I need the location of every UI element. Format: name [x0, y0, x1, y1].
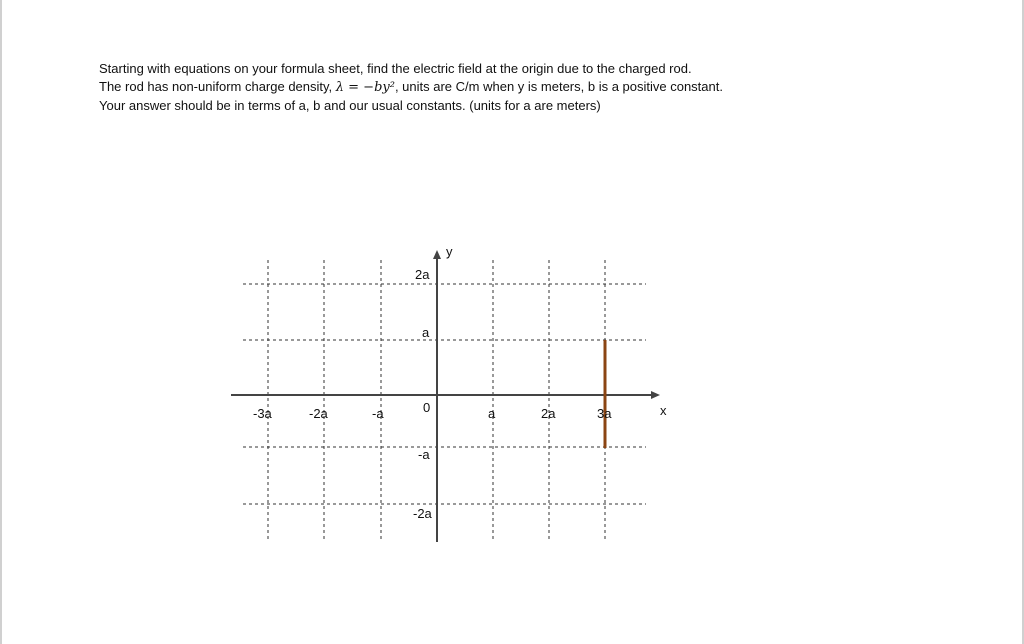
- x-axis-arrow: [651, 391, 660, 399]
- problem-line-2-start: The rod has non-uniform charge density,: [99, 79, 336, 94]
- x-tick-label: -2a: [309, 406, 328, 421]
- origin-label: 0: [423, 400, 431, 415]
- x-tick-label: -3a: [253, 406, 272, 421]
- x-axis-label: x: [660, 403, 667, 418]
- x-tick-label: -a: [372, 406, 384, 421]
- y-tick-label: 2a: [415, 267, 430, 282]
- y-axis-arrow: [433, 250, 441, 259]
- charge-density-expression: λ = −by²: [335, 80, 395, 95]
- grid-lines: [243, 260, 646, 540]
- y-tick-label: -2a: [413, 506, 432, 521]
- x-tick-label: a: [488, 406, 496, 421]
- problem-line-2-end: , units are C/m when y is meters, b is a positive constant.: [394, 79, 723, 94]
- x-tick-label: 2a: [541, 406, 556, 421]
- problem-line-3: Your answer should be in terms of a, b and our usual constants. (units for a are meters): [99, 98, 601, 113]
- y-tick-label: -a: [418, 447, 430, 462]
- problem-line-1: Starting with equations on your formula sheet, find the electric field at the origin due to the charged rod.: [99, 61, 692, 76]
- y-tick-label: a: [422, 325, 430, 340]
- x-tick-label: 3a: [597, 406, 612, 421]
- y-axis-label: y: [446, 244, 453, 259]
